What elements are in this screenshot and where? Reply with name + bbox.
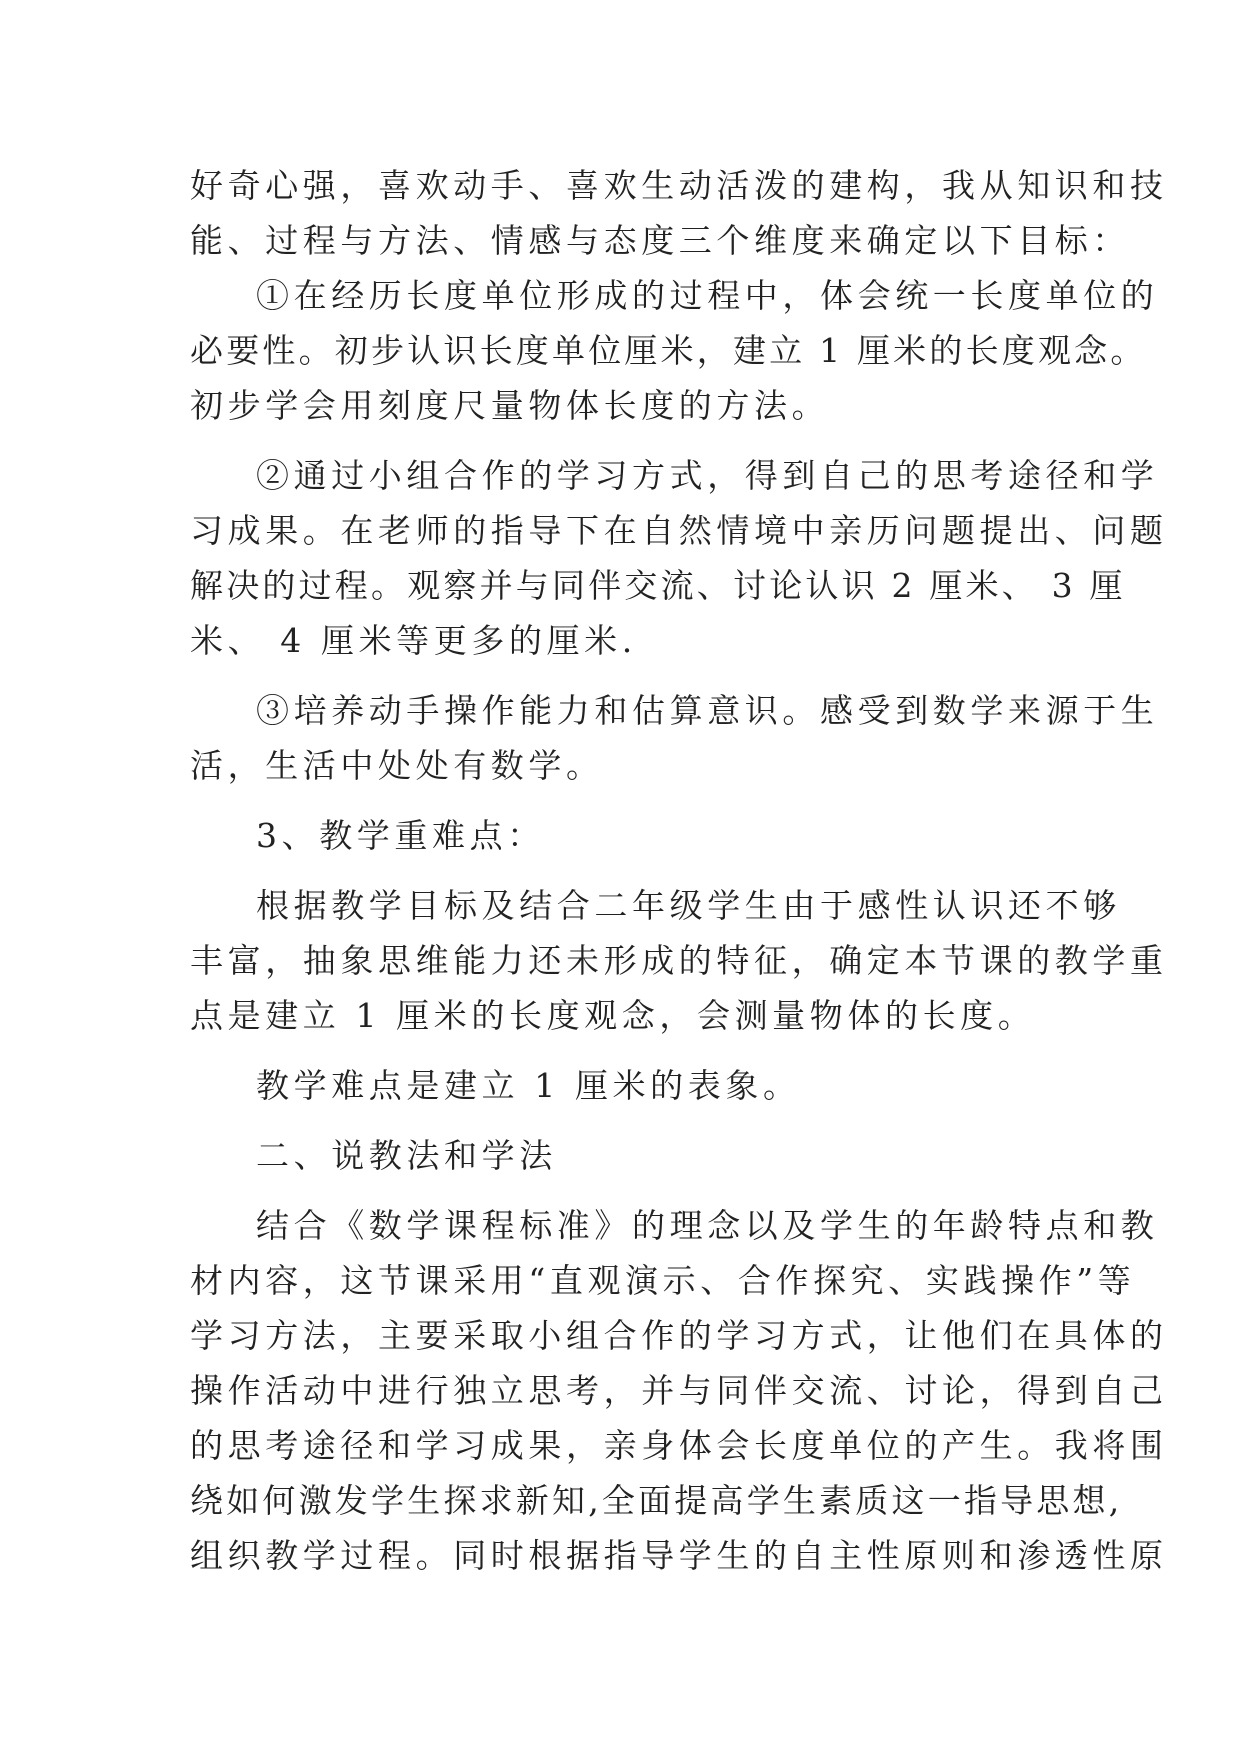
text-line: 丰富，抽象思维能力还未形成的特征，确定本节课的教学重 [190, 941, 1168, 980]
text-line: 操作活动中进行独立思考，并与同伴交流、讨论，得到自己 [190, 1371, 1168, 1410]
text-line: 的思考途径和学习成果，亲身体会长度单位的产生。我将围 [190, 1426, 1168, 1465]
text-line: 绕如何激发学生探求新知,全面提高学生素质这一指导思想, [190, 1481, 1123, 1520]
text-line: 点是建立 1 厘米的长度观念，会测量物体的长度。 [190, 996, 1036, 1035]
text-line: 初步学会用刻度尺量物体长度的方法。 [190, 386, 830, 425]
text-line: 习成果。在老师的指导下在自然情境中亲历问题提出、问题 [190, 511, 1168, 550]
text-line: 米、 4 厘米等更多的厘米. [190, 621, 637, 660]
section-heading: 二、说教法和学法 [256, 1136, 557, 1175]
text-line: 必要性。初步认识长度单位厘米，建立 1 厘米的长度观念。 [190, 331, 1147, 370]
text-line: 根据教学目标及结合二年级学生由于感性认识还不够 [256, 886, 1121, 925]
text-line: 组织教学过程。同时根据指导学生的自主性原则和渗透性原 [190, 1536, 1168, 1575]
text-line: 解决的过程。观察并与同伴交流、讨论认识 2 厘米、 3 厘 [190, 566, 1126, 605]
text-line: ①在经历长度单位形成的过程中，体会统一长度单位的 [256, 276, 1159, 315]
text-line: 活，生活中处处有数学。 [190, 746, 604, 785]
text-line: 好奇心强，喜欢动手、喜欢生动活泼的建构，我从知识和技 [190, 166, 1168, 205]
text-line: 结合《数学课程标准》的理念以及学生的年龄特点和教 [256, 1206, 1159, 1245]
section-heading: 3、教学重难点： [256, 816, 545, 855]
text-line: 能、过程与方法、情感与态度三个维度来确定以下目标： [190, 221, 1130, 260]
text-line: 材内容，这节课采用“直观演示、合作探究、实践操作”等 [190, 1261, 1136, 1300]
text-line: ③培养动手操作能力和估算意识。感受到数学来源于生 [256, 691, 1159, 730]
text-line: ②通过小组合作的学习方式，得到自己的思考途径和学 [256, 456, 1159, 495]
text-line: 学习方法，主要采取小组合作的学习方式，让他们在具体的 [190, 1316, 1168, 1355]
text-line: 教学难点是建立 1 厘米的表象。 [256, 1066, 801, 1105]
